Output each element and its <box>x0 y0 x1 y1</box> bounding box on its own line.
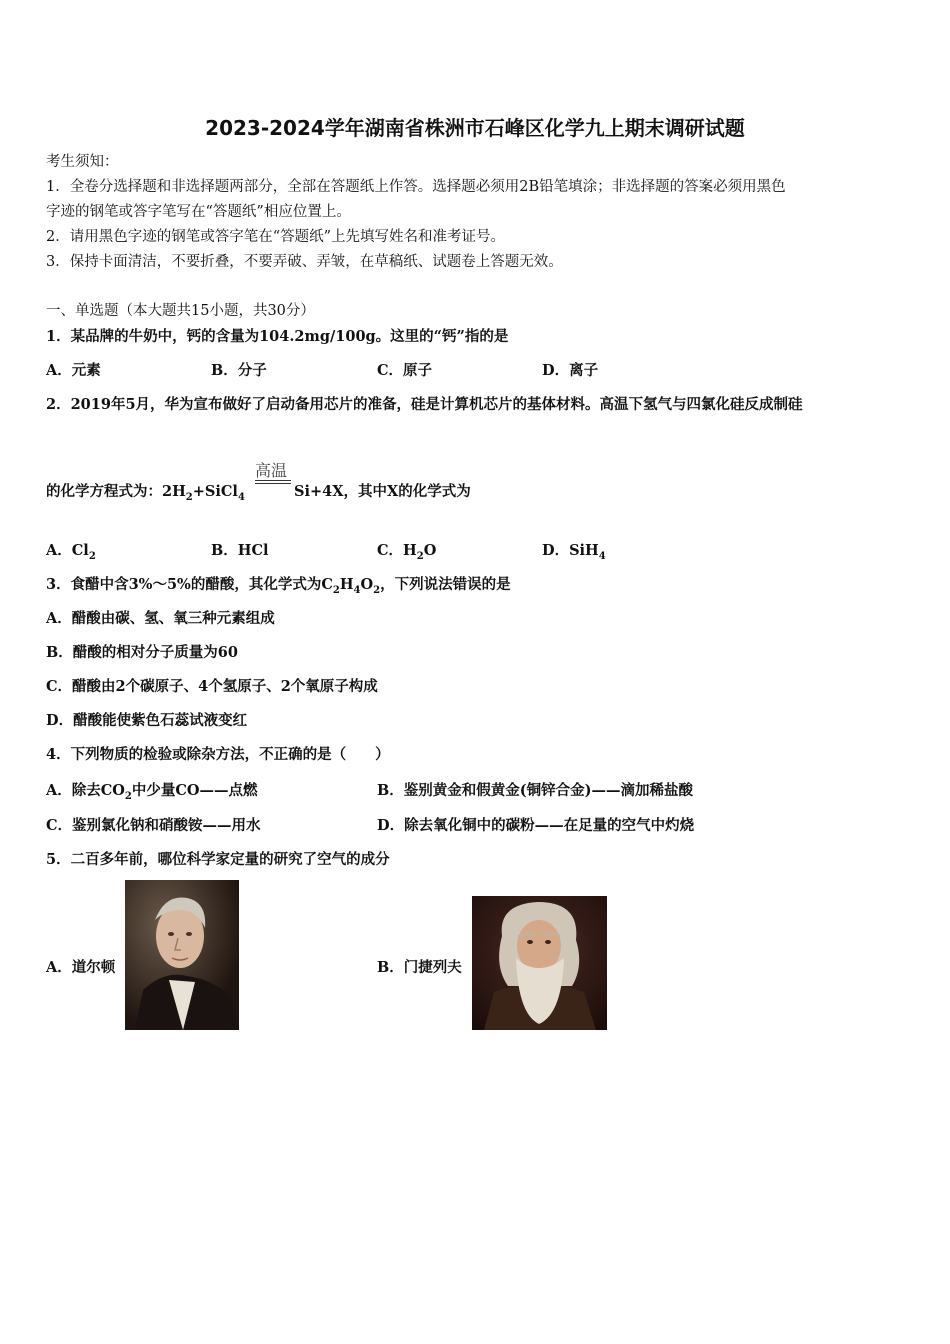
q2-eq-right: Si+4X，其中X的化学式为 <box>294 483 471 500</box>
q2-equation-bar-1 <box>255 480 291 481</box>
q3-option-b: B．醋酸的相对分子质量为60 <box>46 644 238 661</box>
notice-line-3: 2．请用黑色字迹的钢笔或答字笔在“答题纸”上先填写姓名和准考证号。 <box>46 229 506 245</box>
q3-stem: 3．食醋中含3%～5%的醋酸，其化学式为$C_2H_4O_2$，下列说法错误的是 <box>46 576 511 596</box>
notice-line-4: 3．保持卡面清洁，不要折叠，不要弄破、弄皱，在草稿纸、试题卷上答题无效。 <box>46 254 563 270</box>
q5-option-a: A．道尔顿 <box>46 959 116 976</box>
q4-stem: 4．下列物质的检验或除杂方法，不正确的是（ ） <box>46 746 390 763</box>
q2-eq-left-a: 2H <box>162 483 186 500</box>
section-heading: 一、单选题（本大题共15小题，共30分） <box>46 303 315 319</box>
q1-option-b: B．分子 <box>211 362 267 379</box>
notice-heading: 考生须知： <box>46 154 119 170</box>
q3-option-a: A．醋酸由碳、氢、氧三种元素组成 <box>46 610 275 627</box>
notice-line-1: 1．全卷分选择题和非选择题两部分，全部在答题纸上作答。选择题必须用2B铅笔填涂；非选择题的答案必须用黑色 <box>46 179 786 195</box>
q4-option-a: A．除去$CO_2$中少量CO——点燃 <box>46 782 258 802</box>
q2-stem: 2．2019年5月，华为宣布做好了启动备用芯片的准备，硅是计算机芯片的基体材料。高温下氢气与四氯化硅反成制硅 <box>46 396 803 413</box>
q3-option-c: C．醋酸由2个碳原子、4个氢原子、2个氧原子构成 <box>46 678 378 695</box>
notice-line-2: 字迹的钢笔或答字笔写在“答题纸”相应位置上。 <box>46 204 351 220</box>
q2-option-d: D．SiH$_4$ <box>542 542 606 562</box>
q1-stem: 1．某品牌的牛奶中，钙的含量为104.2mg/100g。这里的“钙”指的是 <box>46 328 509 345</box>
q2-eq-left-a-sub: 2 <box>185 491 193 503</box>
q2-equation-line <box>46 482 245 508</box>
q2-option-b: B．HCl <box>211 542 269 559</box>
q1-option-a: A．元素 <box>46 362 101 379</box>
q1-option-c: C．原子 <box>377 362 433 379</box>
q2-option-a: A．$Cl_2$ <box>46 542 96 562</box>
q3-option-d: D．醋酸能使紫色石蕊试液变红 <box>46 712 248 729</box>
q2-eq-left-b: +SiCl <box>192 483 238 500</box>
q2-option-c: C．$H_2O$ <box>377 542 437 562</box>
q4-option-d: D．除去氧化铜中的碳粉——在足量的空气中灼烧 <box>377 817 695 834</box>
q2-equation-condition: 高温 <box>255 461 288 480</box>
q4-option-c: C．鉴别氯化钠和硝酸铵——用水 <box>46 817 261 834</box>
q2-eq-left-b-sub: 4 <box>237 491 245 503</box>
q1-option-d: D．离子 <box>542 362 599 379</box>
q5-stem: 5．二百多年前，哪位科学家定量的研究了空气的成分 <box>46 851 390 868</box>
mendeleev-portrait <box>472 896 607 1030</box>
q2-equation-bar-2 <box>255 483 291 484</box>
dalton-portrait <box>125 880 239 1030</box>
q5-option-b: B．门捷列夫 <box>377 959 462 976</box>
q2-eq-prefix: 的化学方程式为： <box>46 483 162 500</box>
page-title: 2023-2024学年湖南省株洲市石峰区化学九上期末调研试题 <box>205 116 745 140</box>
q4-option-b: B．鉴别黄金和假黄金(铜锌合金)——滴加稀盐酸 <box>377 782 693 799</box>
